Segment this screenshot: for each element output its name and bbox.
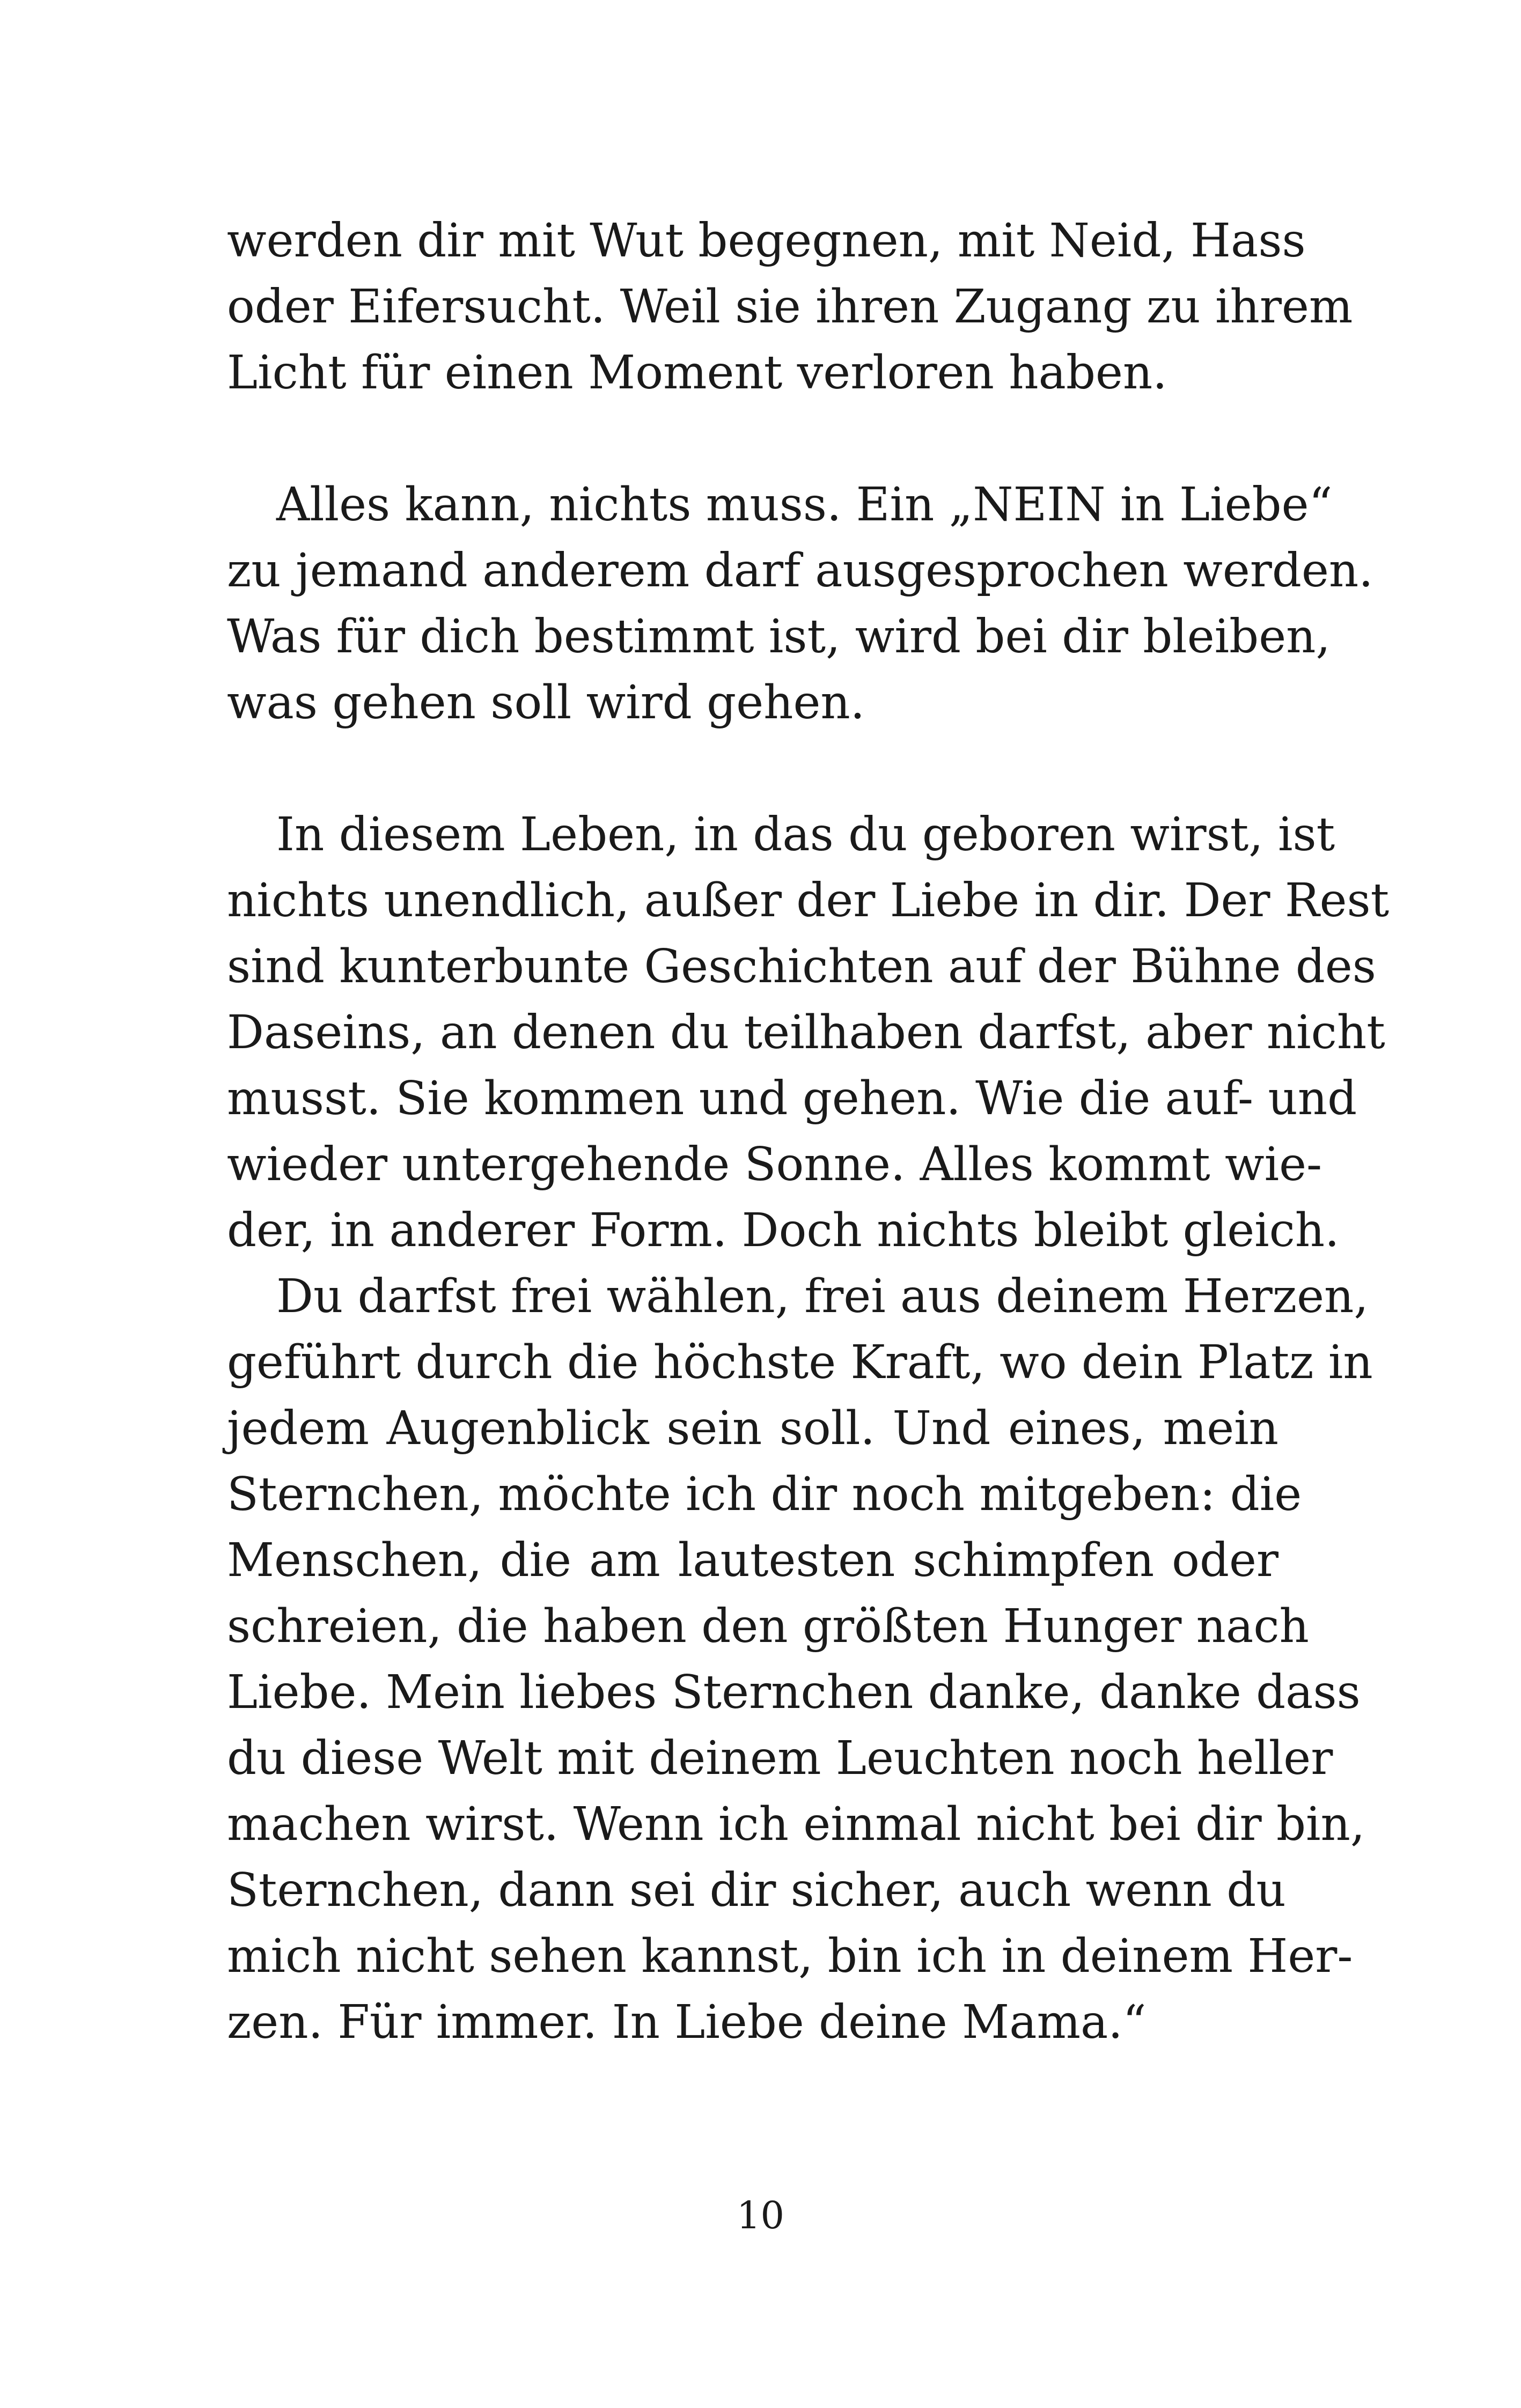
text-line: In diesem Leben, in das du geboren wirst, ist <box>276 808 1335 861</box>
text-line: Liebe. Mein liebes Sternchen danke, danke dass <box>227 1666 1361 1719</box>
text-line: zen. Für immer. In Liebe deine Mama.“ <box>227 1995 1147 2049</box>
text-line: du diese Welt mit deinem Leuchten noch heller <box>227 1732 1333 1785</box>
text-line: wieder untergehende Sonne. Alles kommt wie- <box>227 1138 1322 1191</box>
text-line: nichts unendlich, außer der Liebe in dir. Der Rest <box>227 874 1390 927</box>
text-line: werden dir mit Wut begegnen, mit Neid, Hass <box>227 214 1306 268</box>
text-line: schreien, die haben den größten Hunger nach <box>227 1600 1309 1653</box>
text-line: Sternchen, möchte ich dir noch mitgeben: die <box>227 1468 1302 1521</box>
text-line: musst. Sie kommen und gehen. Wie die auf- und <box>227 1072 1357 1125</box>
text-line: jedem Augenblick sein soll. Und eines, mein <box>227 1402 1278 1455</box>
text-line: Alles kann, nichts muss. Ein „NEIN in Liebe“ <box>276 478 1333 532</box>
text-line: machen wirst. Wenn ich einmal nicht bei dir bin, <box>227 1798 1365 1851</box>
text-line: Menschen, die am lautesten schimpfen oder <box>227 1534 1278 1587</box>
text-line: zu jemand anderem darf ausgesprochen werden. <box>227 544 1373 598</box>
text-line: Licht für einen Moment verloren haben. <box>227 346 1167 400</box>
text-line: Was für dich bestimmt ist, wird bei dir bleiben, <box>227 610 1331 664</box>
text-line: oder Eifersucht. Weil sie ihren Zugang zu ihrem <box>227 280 1353 334</box>
text-line: sind kunterbunte Geschichten auf der Bühne des <box>227 940 1376 993</box>
text-line: Daseins, an denen du teilhaben darfst, aber nicht <box>227 1006 1385 1059</box>
page-body-text <box>227 208 1390 2056</box>
text-line: Du darfst frei wählen, frei aus deinem Herzen, <box>276 1270 1369 1323</box>
paragraph-gap <box>227 406 1278 472</box>
text-line: mich nicht sehen kannst, bin ich in deinem Her- <box>227 1930 1353 1983</box>
text-line: was gehen soll wird gehen. <box>227 676 865 730</box>
text-line: der, in anderer Form. Doch nichts bleibt gleich. <box>227 1204 1340 1257</box>
paragraph-gap <box>227 736 1278 802</box>
page-number: 10 <box>736 2193 785 2237</box>
text-line: geführt durch die höchste Kraft, wo dein Platz in <box>227 1336 1373 1389</box>
text-line: Sternchen, dann sei dir sicher, auch wenn du <box>227 1864 1286 1917</box>
